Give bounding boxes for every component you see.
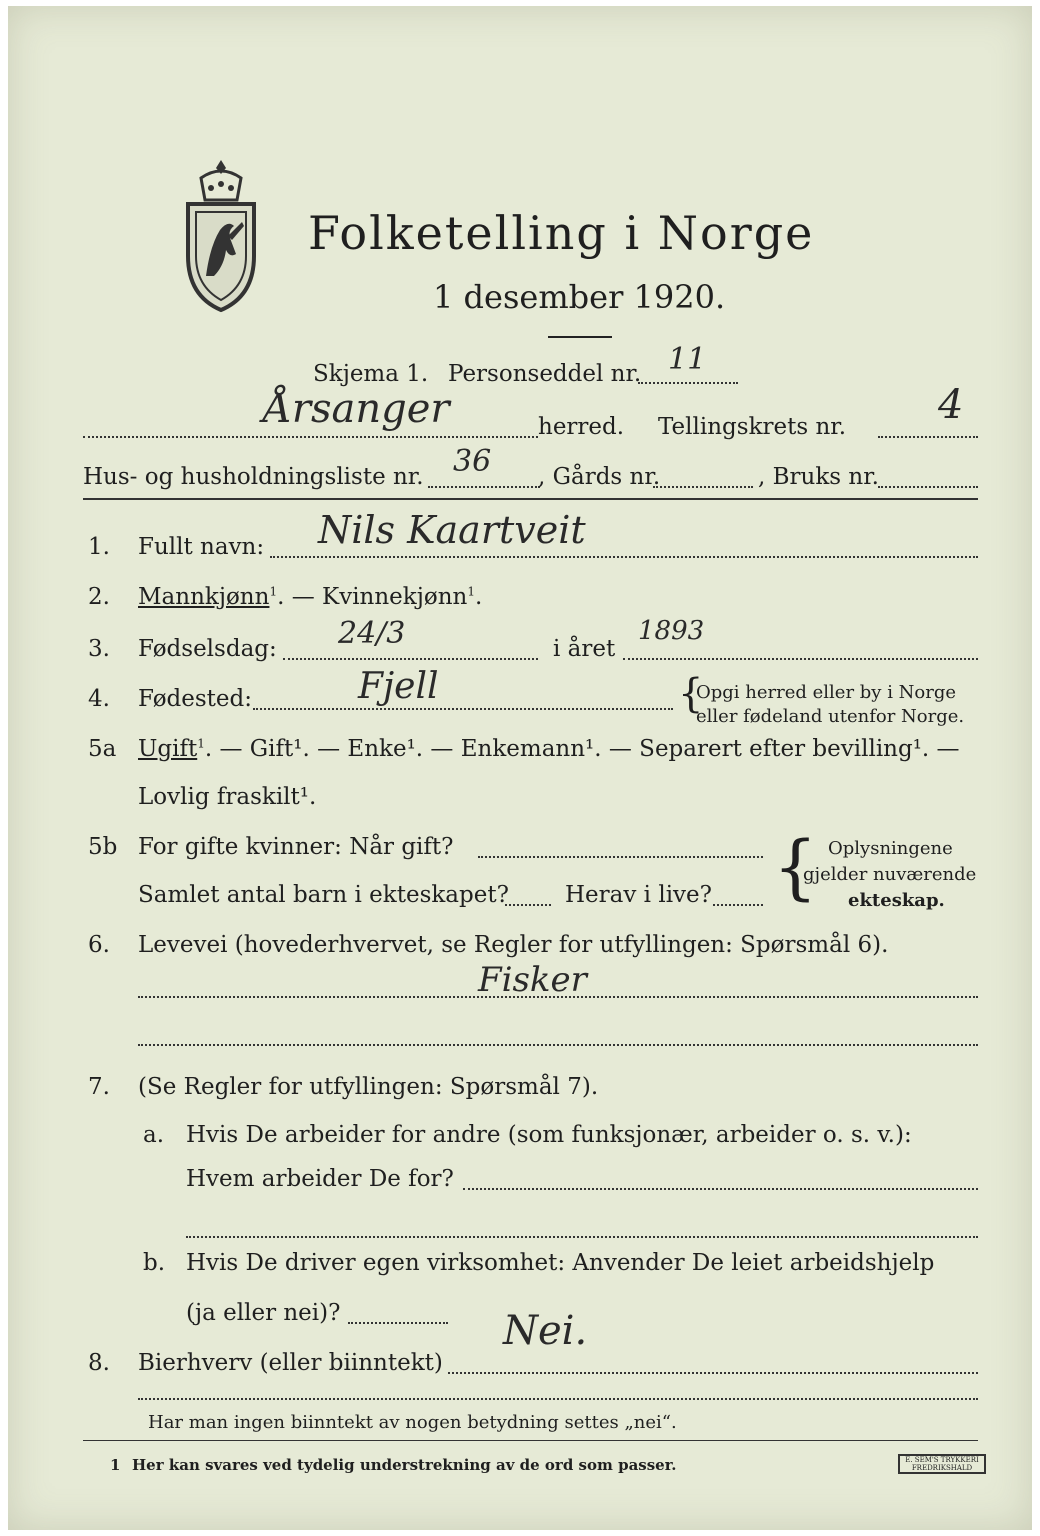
q5b-children-line bbox=[505, 904, 551, 906]
q5b-note-1: Oplysningene bbox=[828, 838, 953, 859]
q5a-number: 5a bbox=[88, 736, 117, 762]
census-date: 1 desember 1920. bbox=[433, 278, 726, 316]
q7a-line2: Hvem arbeider De for? bbox=[186, 1166, 454, 1192]
skjema-label: Skjema 1. bbox=[313, 361, 429, 387]
q6-label: Levevei (hovederhvervet, se Regler for utfyllingen: Spørsmål 6). bbox=[138, 932, 889, 958]
gards-label: , Gårds nr. bbox=[538, 464, 661, 490]
q4-number: 4. bbox=[88, 686, 110, 712]
printer-stamp: E. SEM'S TRYKKERI FREDRIKSHALD bbox=[898, 1454, 986, 1474]
bruks-label: , Bruks nr. bbox=[758, 464, 879, 490]
q7a-line-2 bbox=[186, 1236, 978, 1238]
q8-number: 8. bbox=[88, 1350, 110, 1376]
q7a-employer-line bbox=[463, 1188, 978, 1190]
q7b-line2: (ja eller nei)? bbox=[186, 1300, 341, 1326]
q5b-note-3: ekteskap. bbox=[848, 890, 945, 911]
q7b-line1: Hvis De driver egen virksomhet: Anvender De leiet arbeidshjelp bbox=[186, 1250, 935, 1276]
marital-fraskilt-option[interactable]: Lovlig fraskilt¹. bbox=[138, 784, 317, 810]
tellingskrets-line bbox=[878, 436, 978, 438]
husliste-label: Hus- og husholdningsliste nr. bbox=[83, 464, 424, 490]
marital-ugift-option[interactable]: Ugift bbox=[138, 736, 198, 762]
q7b-letter: b. bbox=[143, 1250, 166, 1276]
q7-number: 7. bbox=[88, 1074, 110, 1100]
bruks-line bbox=[878, 486, 978, 488]
q3-year-label: i året bbox=[553, 636, 616, 662]
q5b-number: 5b bbox=[88, 834, 118, 860]
q8-label: Bierhverv (eller biinntekt) bbox=[138, 1350, 443, 1376]
q1-label: Fullt navn: bbox=[138, 534, 265, 560]
q7a-letter: a. bbox=[143, 1122, 165, 1148]
gards-line bbox=[653, 486, 753, 488]
q1-number: 1. bbox=[88, 534, 110, 560]
q5b-line1: For gifte kvinner: Når gift? bbox=[138, 834, 454, 860]
q3-year-line bbox=[623, 658, 978, 660]
q1-line bbox=[270, 556, 978, 558]
birthplace-value[interactable]: Fjell bbox=[358, 666, 439, 707]
tellingskrets-label: Tellingskrets nr. bbox=[658, 414, 847, 440]
q4-note-2: eller fødeland utenfor Norge. bbox=[696, 706, 965, 727]
census-form bbox=[8, 6, 1032, 1530]
husliste-value[interactable]: 36 bbox=[453, 444, 492, 479]
personseddel-label: Personseddel nr. bbox=[448, 361, 642, 387]
gender-end: . bbox=[474, 584, 483, 610]
marital-other-options[interactable]: . — Gift¹. — Enke¹. — Enkemann¹. — Separert efter bevilling¹. — bbox=[204, 736, 960, 762]
q4-line bbox=[253, 708, 673, 710]
coat-of-arms-icon bbox=[176, 156, 266, 316]
q7-label: (Se Regler for utfyllingen: Spørsmål 7). bbox=[138, 1074, 599, 1100]
q5b-line2a: Samlet antal barn i ekteskapet? bbox=[138, 882, 509, 908]
q5b-note-2: gjelder nuværende bbox=[803, 864, 977, 885]
herred-value[interactable]: Årsanger bbox=[263, 386, 450, 432]
footnote-text: Her kan svares ved tydelig understrekning av de ord som passer. bbox=[132, 1456, 677, 1474]
birth-year-value[interactable]: 1893 bbox=[638, 616, 705, 646]
q6-line-2 bbox=[138, 1044, 978, 1046]
birthday-value[interactable]: 24/3 bbox=[338, 616, 406, 651]
occupation-value[interactable]: Fisker bbox=[478, 960, 587, 1000]
footer-rule bbox=[83, 1440, 978, 1441]
husliste-line bbox=[428, 486, 540, 488]
q7b-answer-line bbox=[348, 1322, 448, 1324]
q5b-alive-line bbox=[713, 904, 763, 906]
header-rule bbox=[83, 498, 978, 500]
q2-number: 2. bbox=[88, 584, 110, 610]
gender-separator: . — bbox=[277, 584, 323, 610]
gender-line: Mannkjønn$^1$. — Kvinnekjønn$^1$. bbox=[138, 584, 483, 610]
q8-line-2 bbox=[138, 1398, 978, 1400]
q3-label: Fødselsdag: bbox=[138, 636, 277, 662]
tellingskrets-value[interactable]: 4 bbox=[938, 382, 964, 428]
personseddel-line bbox=[638, 382, 738, 384]
title-divider bbox=[548, 336, 612, 338]
footnote-mark: 1 bbox=[110, 1456, 121, 1474]
q7a-line1: Hvis De arbeider for andre (som funksjonær, arbeider o. s. v.): bbox=[186, 1122, 912, 1148]
footer-note: Har man ingen biinntekt av nogen betydning settes „nei“. bbox=[148, 1412, 677, 1433]
q3-day-line bbox=[283, 658, 538, 660]
q4-brace: { bbox=[678, 671, 704, 717]
q5b-married-line bbox=[478, 856, 763, 858]
q5b-line2b: Herav i live? bbox=[565, 882, 712, 908]
herred-label: herred. bbox=[538, 414, 625, 440]
q6-number: 6. bbox=[88, 932, 110, 958]
form-title: Folketelling i Norge bbox=[308, 206, 815, 260]
gender-female-option[interactable]: Kvinnekjønn bbox=[322, 584, 468, 610]
gender-male-option[interactable]: Mannkjønn bbox=[138, 584, 270, 610]
q6-line-1 bbox=[138, 996, 978, 998]
q5b-brace: { bbox=[773, 826, 818, 908]
q4-note-1: Opgi herred eller by i Norge bbox=[696, 682, 957, 703]
q3-number: 3. bbox=[88, 636, 110, 662]
personseddel-value[interactable]: 11 bbox=[668, 342, 707, 377]
q8-line bbox=[448, 1372, 978, 1374]
marital-line: Ugift$^1$. — Gift¹. — Enke¹. — Enkemann¹. — Separert efter bevilling¹. — bbox=[138, 736, 960, 762]
full-name-value[interactable]: Nils Kaartveit bbox=[318, 508, 586, 552]
herred-line bbox=[83, 436, 538, 438]
q4-label: Fødested: bbox=[138, 686, 253, 712]
side-income-value[interactable]: Nei. bbox=[503, 1308, 588, 1354]
